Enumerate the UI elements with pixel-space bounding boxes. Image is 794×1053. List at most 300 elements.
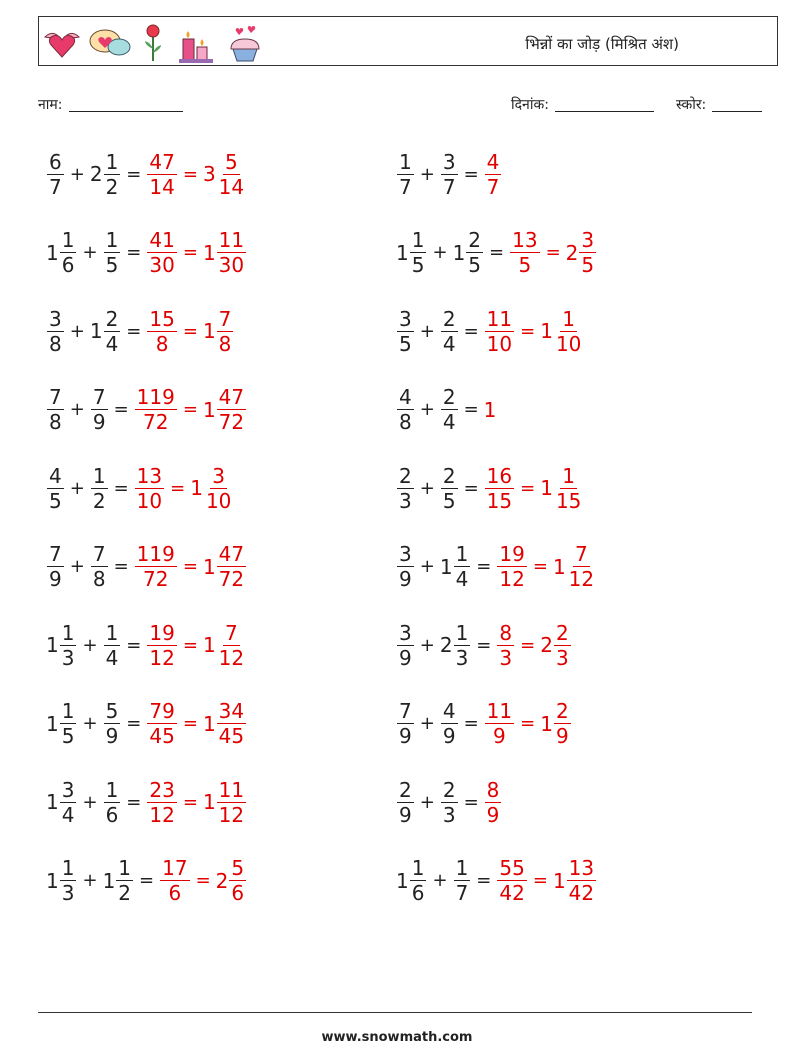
- addend-1-denominator: 8: [49, 410, 62, 434]
- addend-1: [396, 542, 415, 591]
- equals-sign: =: [463, 791, 479, 813]
- answer-mixed-fraction: [229, 856, 246, 905]
- answer-mixed-denominator: 5: [581, 253, 595, 277]
- addend-2-fraction: [441, 778, 458, 827]
- answer-mixed-denominator: 72: [218, 567, 245, 591]
- addend-1-numerator: 1: [61, 856, 75, 880]
- addend-2-fraction: [91, 464, 108, 513]
- answer-improper: [146, 699, 177, 748]
- worksheet-title: भिन्नों का जोड़ (मिश्रित अंश): [525, 35, 679, 53]
- answer: [146, 150, 247, 199]
- addend-2-fraction: [116, 856, 133, 905]
- answer-improper-denominator: 15: [486, 488, 513, 513]
- addend-1-denominator: 9: [399, 724, 412, 748]
- answer-improper: [484, 464, 515, 513]
- addend-2-whole: 1: [439, 554, 453, 579]
- addend-2-numerator: 7: [92, 542, 106, 566]
- equals-sign: =: [463, 713, 479, 734]
- answer-mixed-fraction: [217, 150, 246, 199]
- plus-sign: +: [82, 870, 98, 891]
- answer-mixed-numerator: 11: [218, 228, 245, 252]
- answer-equals-sign: =: [182, 634, 198, 656]
- plus-sign: +: [432, 870, 448, 891]
- answer-improper-numerator: 16: [486, 463, 513, 488]
- name-field: [38, 95, 183, 114]
- addend-2-numerator: 1: [105, 620, 119, 645]
- answer-improper: [496, 856, 527, 905]
- answer-equals-sign: =: [520, 477, 536, 499]
- addend-2-denominator: 4: [105, 645, 119, 670]
- addend-2: [453, 228, 484, 277]
- answer: [134, 542, 247, 591]
- addend-2-whole: 1: [452, 240, 466, 265]
- addend-1-denominator: 5: [411, 253, 425, 277]
- answer-mixed-denominator: 6: [231, 881, 245, 905]
- addend-1-denominator: 6: [411, 881, 425, 905]
- answer-mixed-numerator: 5: [225, 149, 238, 174]
- addend-2-denominator: 9: [105, 724, 119, 748]
- plus-sign: +: [82, 791, 98, 813]
- equals-sign: =: [139, 870, 155, 891]
- answer-improper-denominator: 42: [499, 881, 525, 905]
- answer-improper-numerator: 47: [149, 149, 175, 174]
- addend-1-numerator: 1: [61, 228, 75, 252]
- addend-1-fraction: [410, 856, 427, 905]
- answer-mixed: [203, 621, 247, 670]
- addend-2: [103, 621, 122, 670]
- rose-icon: [145, 25, 161, 61]
- answer-improper-numerator: 13: [136, 463, 163, 488]
- addend-2-fraction: [104, 307, 121, 356]
- answer-improper: [484, 307, 515, 356]
- answer-mixed: [566, 228, 597, 277]
- plus-sign: +: [432, 242, 448, 263]
- equals-sign: =: [476, 634, 492, 656]
- answer-mixed: [203, 699, 247, 748]
- answer-improper-numerator: 11: [486, 306, 513, 331]
- answer-mixed-fraction: [554, 699, 571, 748]
- answer-improper: [134, 542, 178, 591]
- addend-2-denominator: 9: [442, 724, 456, 748]
- worksheet-header: [38, 16, 778, 66]
- addend-2-denominator: 4: [455, 567, 469, 591]
- answer-improper-denominator: 14: [149, 174, 175, 199]
- answer-mixed: [216, 856, 247, 905]
- plus-sign: +: [419, 634, 435, 656]
- addend-2-denominator: 4: [105, 331, 119, 356]
- answer-improper-numerator: 8: [499, 620, 513, 645]
- answer-mixed-whole: 1: [190, 476, 203, 500]
- addend-2-fraction: [441, 699, 458, 748]
- problem-item: [46, 141, 247, 207]
- answer: [484, 464, 585, 513]
- addend-1: [396, 778, 415, 827]
- addend-2-whole: 2: [439, 633, 453, 657]
- addend-2: [90, 150, 121, 199]
- answer-improper-fraction: [135, 542, 177, 591]
- plus-sign: +: [82, 713, 98, 734]
- answer-improper-numerator: 17: [162, 856, 188, 880]
- addend-1-fraction: [397, 150, 414, 199]
- addend-2-fraction: [441, 307, 458, 356]
- addend-2-fraction: [91, 542, 108, 591]
- answer-improper-denominator: 12: [149, 802, 175, 827]
- answer-improper-numerator: 8: [486, 777, 500, 802]
- addend-1: [396, 150, 415, 199]
- candles-icon: [179, 31, 213, 63]
- answer-improper-denominator: 9: [493, 724, 506, 748]
- equals-sign: =: [126, 163, 142, 185]
- answer-improper: [146, 778, 177, 827]
- addend-1-numerator: 1: [411, 856, 425, 880]
- addend-1-whole: 1: [46, 633, 59, 657]
- answer-mixed: [203, 542, 247, 591]
- addend-1-denominator: 7: [49, 174, 62, 199]
- answer-mixed-fraction: [217, 699, 246, 748]
- answer-mixed: [203, 385, 247, 434]
- answer-equals-sign: =: [520, 320, 536, 342]
- addend-1-fraction: [397, 621, 414, 670]
- addend-1: [46, 856, 77, 905]
- answer-mixed: [540, 699, 571, 748]
- answer-mixed-fraction: [217, 228, 246, 277]
- problem-item: [396, 298, 584, 364]
- addend-2-denominator: 3: [455, 645, 469, 670]
- addend-1-numerator: 3: [399, 620, 412, 645]
- answer-improper: [146, 621, 177, 670]
- answer-mixed-fraction: [217, 385, 246, 434]
- addend-2: [440, 385, 459, 434]
- addend-2-denominator: 5: [468, 253, 482, 277]
- name-blank[interactable]: [69, 97, 183, 112]
- addend-1-fraction: [60, 621, 77, 670]
- answer-improper-numerator: 23: [149, 777, 175, 802]
- addend-1-numerator: 3: [49, 306, 62, 331]
- answer-improper-fraction: [497, 856, 526, 905]
- equals-sign: =: [476, 870, 492, 891]
- addend-2-fraction: [91, 385, 108, 434]
- answer-equals-sign: =: [532, 870, 548, 891]
- answer-improper-numerator: 15: [149, 306, 175, 331]
- plus-sign: +: [69, 556, 85, 577]
- addend-1-denominator: 8: [49, 331, 62, 356]
- answer-improper: [496, 542, 527, 591]
- problem-item: [46, 220, 247, 286]
- problem-item: [396, 691, 572, 757]
- addend-1-fraction: [47, 464, 64, 513]
- addend-2-denominator: 4: [442, 331, 456, 356]
- addend-1-numerator: 3: [399, 306, 412, 331]
- answer-mixed-fraction: [217, 778, 246, 827]
- addend-1: [46, 385, 65, 434]
- addend-2-numerator: 3: [442, 149, 456, 174]
- addend-1-numerator: 1: [61, 620, 75, 645]
- addend-1-numerator: 3: [61, 777, 75, 802]
- addend-1-numerator: 2: [399, 463, 412, 488]
- addend-1-whole: 1: [46, 790, 59, 814]
- addend-1-fraction: [60, 228, 77, 277]
- answer: [484, 699, 572, 748]
- addend-2-numerator: 2: [442, 463, 456, 488]
- addend-1-whole: 1: [396, 240, 409, 265]
- plus-sign: +: [69, 320, 85, 342]
- answer-mixed-whole: 1: [540, 711, 553, 736]
- answer: [146, 699, 247, 748]
- answer-mixed-whole: 1: [202, 240, 216, 265]
- plus-sign: +: [419, 477, 435, 499]
- speech-bubbles-heart-icon: [90, 30, 130, 55]
- answer-improper: [134, 385, 178, 434]
- answer-mixed-whole: 1: [540, 476, 553, 500]
- addend-2-numerator: 1: [455, 856, 469, 880]
- answer-mixed-whole: 1: [202, 554, 216, 579]
- problem-item: [46, 298, 234, 364]
- answer-mixed-fraction: [579, 228, 596, 277]
- answer-mixed-denominator: 12: [218, 645, 245, 670]
- answer-improper-fraction: [147, 621, 176, 670]
- answer-mixed-fraction: [567, 542, 596, 591]
- addend-1-whole: 1: [396, 868, 409, 893]
- equals-sign: =: [126, 242, 142, 263]
- addend-2-whole: 2: [89, 162, 103, 186]
- addend-1-numerator: 6: [49, 149, 62, 174]
- addend-2-fraction: [104, 699, 121, 748]
- plus-sign: +: [82, 634, 98, 656]
- addend-1: [396, 307, 415, 356]
- answer-improper-denominator: 9: [486, 802, 500, 827]
- answer-improper-fraction: [510, 228, 539, 277]
- answer-mixed-numerator: 1: [562, 306, 576, 331]
- answer-improper-numerator: 119: [136, 542, 175, 566]
- addend-2-numerator: 7: [92, 385, 106, 409]
- plus-sign: +: [419, 399, 435, 420]
- addend-1-numerator: 3: [399, 542, 412, 566]
- answer-mixed-whole: 2: [215, 868, 229, 893]
- answer-improper-denominator: 72: [143, 567, 169, 591]
- addend-1: [396, 464, 415, 513]
- addend-1-denominator: 5: [49, 488, 62, 513]
- answer-improper-denominator: 10: [486, 331, 513, 356]
- problem-item: [46, 691, 247, 757]
- date-blank[interactable]: [555, 97, 654, 112]
- equals-sign: =: [113, 399, 129, 420]
- equals-sign: =: [463, 477, 479, 499]
- answer-mixed: [540, 307, 584, 356]
- answer-mixed-denominator: 15: [555, 488, 582, 513]
- addend-1-fraction: [60, 699, 77, 748]
- plus-sign: +: [69, 163, 85, 185]
- addend-1: [396, 699, 415, 748]
- answer-improper-fraction: [485, 699, 514, 748]
- answer-mixed-whole: 1: [202, 319, 216, 343]
- problem-item: [46, 534, 247, 600]
- answer-mixed: [553, 856, 597, 905]
- equals-sign: =: [463, 399, 479, 420]
- addend-1: [396, 856, 427, 905]
- addend-1: [46, 464, 65, 513]
- answer-mixed-numerator: 34: [218, 699, 245, 723]
- answer-improper-fraction: [160, 856, 189, 905]
- addend-1-numerator: 7: [49, 542, 62, 566]
- answer-mixed: [553, 542, 597, 591]
- answer-mixed-denominator: 8: [218, 331, 232, 356]
- answer-improper-denominator: 72: [143, 410, 169, 434]
- problem-item: [396, 848, 597, 914]
- equals-sign: =: [126, 713, 142, 734]
- answer-mixed-whole: 2: [540, 633, 553, 657]
- answer-improper: [484, 150, 503, 199]
- answer-mixed-numerator: 7: [218, 306, 232, 331]
- addend-2: [90, 542, 109, 591]
- answer-improper-fraction: [147, 228, 176, 277]
- plus-sign: +: [419, 320, 435, 342]
- answer-mixed-numerator: 1: [562, 463, 576, 488]
- addend-2-numerator: 2: [442, 385, 456, 409]
- equals-sign: =: [126, 320, 142, 342]
- answer: [146, 621, 247, 670]
- addend-2-numerator: 1: [455, 542, 469, 566]
- problem-item: [46, 612, 247, 678]
- answer-improper-numerator: 55: [499, 856, 525, 880]
- answer: [509, 228, 597, 277]
- answer-mixed-fraction: [217, 542, 246, 591]
- addend-2-fraction: [104, 778, 121, 827]
- problem-item: [396, 455, 584, 521]
- equals-sign: =: [463, 320, 479, 342]
- answer-mixed-denominator: 9: [555, 724, 569, 748]
- answer-equals-sign: =: [532, 556, 548, 577]
- equals-sign: =: [113, 556, 129, 577]
- answer-mixed-numerator: 11: [218, 777, 245, 802]
- answer-improper-fraction: [147, 778, 176, 827]
- answer-improper-denominator: 12: [499, 567, 525, 591]
- problem-item: [46, 848, 247, 914]
- addend-1: [396, 621, 415, 670]
- addend-1-whole: 1: [46, 711, 59, 736]
- problem-item: [396, 769, 502, 835]
- answer-improper-numerator: 19: [149, 620, 175, 645]
- answer-improper: [509, 228, 540, 277]
- answer-mixed-denominator: 42: [568, 881, 595, 905]
- answer-equals-sign: =: [182, 791, 198, 813]
- answer-mixed-whole: 1: [202, 711, 216, 736]
- answer-improper-fraction: [485, 778, 502, 827]
- answer-mixed-denominator: 3: [555, 645, 569, 670]
- answer-improper: [134, 464, 165, 513]
- answer-improper: [496, 621, 515, 670]
- answer-improper-denominator: 8: [155, 331, 169, 356]
- equals-sign: =: [126, 791, 142, 813]
- answer-mixed: [540, 464, 584, 513]
- addend-1-fraction: [397, 699, 414, 748]
- addend-1-denominator: 3: [61, 881, 75, 905]
- answer: [146, 228, 247, 277]
- answer-improper-numerator: 11: [486, 699, 513, 723]
- answer: [484, 307, 585, 356]
- addend-1-numerator: 7: [399, 699, 412, 723]
- addend-2-fraction: [454, 542, 471, 591]
- addend-1-fraction: [47, 385, 64, 434]
- addend-2-numerator: 1: [118, 856, 132, 880]
- addend-2: [103, 778, 122, 827]
- answer-mixed-numerator: 3: [212, 463, 226, 488]
- answer-mixed-numerator: 3: [581, 228, 595, 252]
- answer-mixed-numerator: 5: [231, 856, 245, 880]
- problem-item: [396, 220, 597, 286]
- addend-2-numerator: 2: [442, 306, 456, 331]
- addend-2: [440, 542, 471, 591]
- answer-mixed: [203, 778, 247, 827]
- answer: [484, 398, 497, 422]
- addend-2-whole: 1: [89, 319, 103, 343]
- answer-mixed-denominator: 30: [218, 253, 245, 277]
- equals-sign: =: [113, 477, 129, 499]
- answer-mixed-denominator: 12: [568, 567, 595, 591]
- addend-1-fraction: [410, 228, 427, 277]
- score-label: स्कोर:: [676, 97, 707, 113]
- answer-improper-numerator: 119: [136, 385, 175, 409]
- addend-2-denominator: 2: [105, 174, 119, 199]
- plus-sign: +: [419, 791, 435, 813]
- answer-equals-sign: =: [520, 713, 536, 734]
- answer-mixed-denominator: 72: [218, 410, 245, 434]
- problem-item: [46, 377, 247, 443]
- problem-item: [46, 769, 247, 835]
- answer-improper-fraction: [147, 150, 176, 199]
- addend-2-numerator: 1: [105, 228, 119, 252]
- addend-2-whole: 1: [102, 868, 116, 893]
- addend-2-denominator: 6: [105, 802, 119, 827]
- addend-1-fraction: [397, 464, 414, 513]
- addend-2-fraction: [441, 385, 458, 434]
- addend-1-numerator: 4: [49, 463, 62, 488]
- addend-2-numerator: 1: [105, 777, 119, 802]
- answer-improper-denominator: 5: [518, 253, 532, 277]
- plus-sign: +: [419, 556, 435, 577]
- answer: [484, 150, 503, 199]
- answer: [159, 856, 247, 905]
- answer-mixed: [203, 150, 247, 199]
- addend-2-numerator: 1: [92, 463, 106, 488]
- answer-mixed-whole: 1: [540, 319, 553, 343]
- addend-1-denominator: 3: [399, 488, 412, 513]
- answer-mixed-fraction: [554, 307, 583, 356]
- footer-divider: [38, 1012, 752, 1013]
- answer-improper-fraction: [135, 464, 164, 513]
- addend-1: [46, 621, 77, 670]
- answer-equals-sign: =: [195, 870, 211, 891]
- addend-2: [440, 464, 459, 513]
- addend-1-denominator: 3: [61, 645, 75, 670]
- answer-whole: 1: [483, 397, 497, 422]
- answer-improper-fraction: [147, 307, 176, 356]
- answer-mixed-numerator: 13: [568, 856, 595, 880]
- winged-heart-icon: [45, 33, 79, 57]
- score-blank[interactable]: [712, 97, 762, 112]
- addend-2-numerator: 5: [105, 699, 119, 723]
- cupcake-icon: [231, 26, 259, 61]
- answer-improper-numerator: 13: [512, 228, 538, 252]
- answer-improper-denominator: 12: [149, 645, 175, 670]
- answer-mixed-denominator: 10: [555, 331, 582, 356]
- answer-mixed-numerator: 47: [218, 385, 245, 409]
- addend-2: [103, 856, 134, 905]
- answer-improper-numerator: 4: [486, 149, 500, 174]
- addend-1-fraction: [397, 778, 414, 827]
- addend-2-fraction: [104, 150, 121, 199]
- addend-1-denominator: 8: [399, 410, 412, 434]
- answer-mixed: [203, 307, 234, 356]
